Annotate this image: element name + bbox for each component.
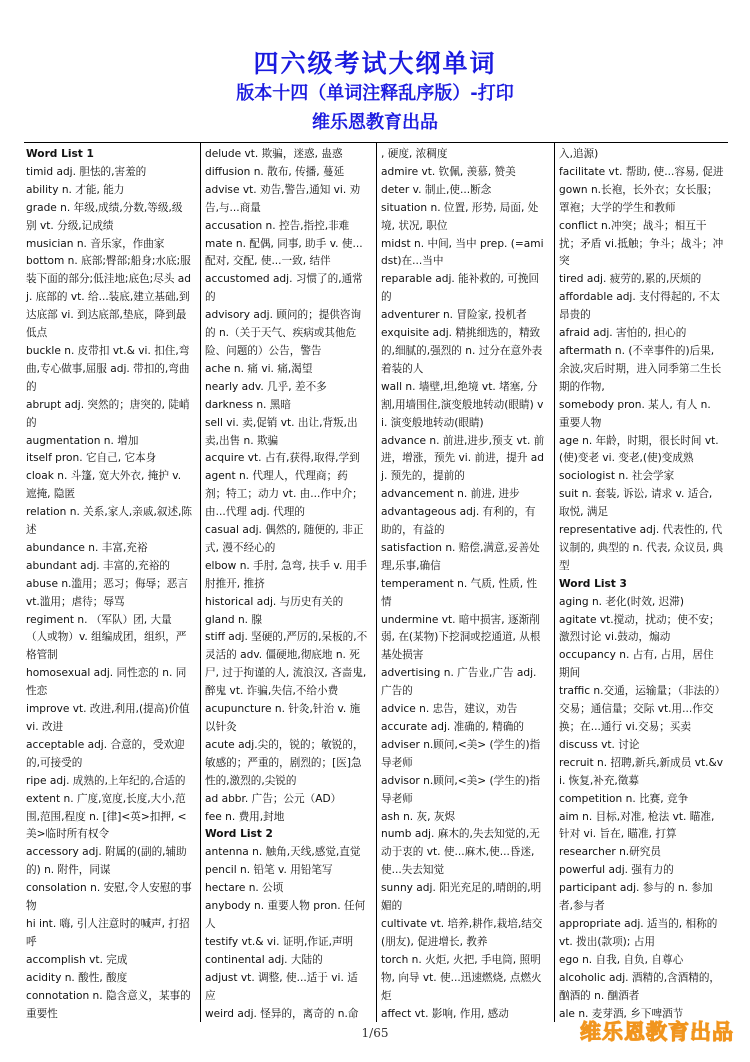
word-entry: acidity n. 酸性, 酸度 (26, 971, 128, 984)
word-entry: cultivate vt. 培养,耕作,栽培,结交(朋友), 促进增长, 教养 (381, 917, 543, 948)
word-entry: agitate vt.搅动，扰动；使不安；激烈讨论 vi.鼓动，煽动 (559, 613, 720, 644)
word-entry: age n. 年龄，时期，很长时间 vt.(使)变老 vi. 变老,(使)变成熟 (559, 434, 719, 465)
word-entry: acupuncture n. 针灸,针治 v. 施以针灸 (205, 703, 361, 733)
word-list-heading: Word List 1 (26, 148, 94, 160)
word-entry: advancement n. 前进, 进步 (381, 488, 520, 501)
word-entry: appropriate adj. 适当的, 相称的 vt. 拨出(款项); 占用 (559, 917, 718, 948)
word-entry: testify vt.& vi. 证明,作证,声明 (205, 935, 354, 948)
word-entry: cloak n. 斗篷, 宽大外衣, 掩护 v. 遮掩, 隐匿 (26, 470, 182, 501)
word-entry: sociologist n. 社会学家 (559, 470, 675, 483)
word-entry: agent n. 代理人，代理商；药剂；特工；动力 vt. 由...作中介；由...代理 adj. 代理的 (205, 470, 363, 519)
word-entry: relation n. 关系,家人,亲戚,叙述,陈述 (26, 506, 192, 537)
word-entry: bottom n. 底部;臀部;船身;水底;服装下面的部分;低洼地;底色;尽头 adj. 底部的 vt. 给...装底,建立基础,到达底部 vi. 到达底部,垫底，降到最低点 (26, 255, 192, 340)
word-entry: , 硬度, 浓稠度 (381, 148, 448, 160)
word-entry: wall n. 墙壁,坦,绝境 vt. 堵塞, 分割,用墙围住,演变般地转动(眼睛) vi. 演变般地转动(眼睛) (381, 380, 544, 429)
word-entry: sunny adj. 阳光充足的,晴朗的,明媚的 (381, 882, 542, 913)
word-entry: conflict n.冲突；战斗；相互干扰；矛盾 vi.抵触；争斗；战斗；冲突 (559, 219, 724, 268)
word-entry: abundance n. 丰富,充裕 (26, 541, 148, 554)
word-entry: stiff adj. 坚硬的,严厉的,呆板的,不灵活的 adv. 僵硬地,彻底地 n. 死尸, 过于拘谨的人, 流浪汉, 吝啬鬼, 醉鬼 vt. 诈骗,失信,不给小费 (205, 631, 368, 698)
word-entry: participant adj. 参与的 n. 参加者,参与者 (559, 882, 713, 913)
word-entry: advise vt. 劝告,警告,通知 vi. 劝告,与...商量 (205, 183, 361, 214)
word-list-heading: Word List 2 (205, 828, 273, 841)
word-entry: affordable adj. 支付得起的, 不太昂贵的 (559, 291, 720, 322)
word-entry: exquisite adj. 精挑细选的，精致的,细腻的,强烈的 n. 过分在意外表着装的人 (381, 327, 543, 375)
word-entry: ache n. 痛 vi. 痛,渴望 (205, 362, 313, 375)
word-entry: situation n. 位置, 形势, 局面, 处境, 状况, 职位 (381, 201, 539, 232)
word-entry: sell vi. 卖,促销 vt. 出让,背叛,出卖,出售 n. 欺骗 (205, 416, 358, 447)
word-entry: delude vt. 欺骗，迷惑, 蛊惑 (205, 148, 343, 160)
word-entry: suit n. 套装, 诉讼, 请求 v. 适合, 取悦, 满足 (559, 488, 713, 519)
watermark-logo: 维乐恩教育出品 (580, 1020, 734, 1044)
word-entry: fee n. 费用,封地 (205, 810, 285, 823)
word-entry: casual adj. 偶然的, 随便的, 非正式, 漫不经心的 (205, 524, 364, 554)
word-entry: numb adj. 麻木的,失去知觉的,无动于衷的 vt. 使...麻木,使...昏迷,使...失去知觉 (381, 828, 540, 877)
word-entry: alcoholic adj. 酒精的,含酒精的，酗酒的 n. 酗酒者 (559, 971, 721, 1002)
word-entry: acceptable adj. 合意的，受欢迎的,可接受的 (26, 738, 185, 769)
word-entry: ego n. 自我, 自负, 自尊心 (559, 953, 684, 966)
column-2 (200, 143, 372, 1022)
word-entry: timid adj. 胆怯的,害羞的 (26, 165, 147, 178)
word-entry: undermine vt. 暗中损害, 逐渐削弱, 在(某物)下挖洞或挖通道, 从根基处损害 (381, 613, 541, 662)
word-entry: powerful adj. 强有力的 (559, 864, 674, 877)
word-entry: extent n. 广度,宽度,长度,大小,范围,范围,程度 n. [律]<英>扣押, <美>临时所有权令 (26, 792, 187, 841)
word-entry: discuss vt. 讨论 (559, 738, 640, 751)
word-entry: ash n. 灰, 灰烬 (381, 810, 456, 823)
word-entry: abundant adj. 丰富的,充裕的 (26, 559, 170, 572)
word-entry: adviser n.顾问,<美> (学生的)指导老师 (381, 738, 541, 769)
column-3 (376, 143, 550, 1022)
word-entry: advice n. 忠告，建议，劝告 (381, 703, 518, 716)
word-entry: 入,追源) (559, 148, 599, 160)
word-entry: aim n. 目标,对准, 枪法 vt. 瞄准, 针对 vi. 旨在, 瞄准, 打算 (559, 810, 715, 841)
word-entry: adventurer n. 冒险家, 投机者 (381, 309, 527, 322)
word-entry: gland n. 腺 (205, 613, 263, 626)
word-entry: competition n. 比赛, 竞争 (559, 792, 689, 805)
word-entry: reparable adj. 能补救的, 可挽回的 (381, 273, 540, 304)
word-entry: consolation n. 安慰,令人安慰的事物 (26, 882, 192, 913)
word-entry: acute adj.尖的，锐的；敏锐的，敏感的；严重的，剧烈的；[医]急性的,激烈的,尖锐的 (205, 738, 364, 787)
word-entry: affect vt. 影响, 作用, 感动 (381, 1007, 509, 1020)
word-entry: facilitate vt. 帮助, 使...容易, 促进 (559, 165, 724, 178)
word-entry: musician n. 音乐家，作曲家 (26, 237, 165, 250)
word-entry: ripe adj. 成熟的,上年纪的,合适的 (26, 774, 186, 787)
word-entry: tired adj. 疲劳的,累的,厌烦的 (559, 273, 702, 286)
word-entry: accustomed adj. 习惯了的,通常的 (205, 273, 363, 304)
word-list-heading: Word List 3 (559, 577, 627, 590)
word-entry: pencil n. 铅笔 v. 用铅笔写 (205, 864, 333, 877)
word-entry: accusation n. 控告,指控,非难 (205, 219, 350, 232)
word-entry: diffusion n. 散布, 传播, 蔓延 (205, 165, 345, 178)
word-entry: connotation n. 隐含意义，某事的重要性 (26, 989, 191, 1020)
word-entry: temperament n. 气质, 性质, 性情 (381, 577, 538, 608)
word-entry: gown n.长袍，长外衣；女长服；罩袍；大学的学生和教师 (559, 183, 718, 214)
word-entry: aftermath n. (不幸事件的)后果,余波,灾后时期，进入同季第二生长期的作物, (559, 344, 722, 393)
word-entry: admire vt. 钦佩, 羡慕, 赞美 (381, 165, 516, 178)
word-entry: adjust vt. 调整, 使...适于 vi. 适应 (205, 971, 358, 1002)
word-entry: advisor n.顾问,<美> (学生的)指导老师 (381, 774, 541, 805)
word-entry: aging n. 老化(时效, 迟滞) (559, 595, 684, 608)
word-entry: regiment n. （军队）团, 大量（人或物）v. 组编成团，组织，严格管制 (26, 613, 187, 662)
word-entry: darkness n. 黑暗 (205, 398, 291, 411)
document-title: 四六级考试大纲单词 (253, 49, 497, 78)
word-entry: grade n. 年级,成绩,分数,等级,级别 vt. 分级,记成绩 (26, 201, 183, 232)
word-entry: ability n. 才能, 能力 (26, 183, 125, 196)
word-entry: recruit n. 招聘,新兵,新成员 vt.&vi. 恢复,补充,徵募 (559, 756, 724, 787)
word-entry: hectare n. 公顷 (205, 882, 284, 895)
word-entry: accurate adj. 准确的, 精确的 (381, 721, 524, 733)
word-entry: accessory adj. 附属的(副的,辅助的) n. 附件，同谋 (26, 846, 187, 877)
word-entry: acquire vt. 占有,获得,取得,学到 (205, 452, 360, 465)
document-publisher: 维乐恩教育出品 (312, 112, 438, 133)
word-entry: buckle n. 皮带扣 vt.& vi. 扣住,弯曲,专心做事,屈服 adj. 带扣的,弯曲的 (26, 344, 190, 393)
word-entry: deter v. 制止,使...断念 (381, 183, 492, 196)
word-entry: ale n. 麦芽酒, 乡下啤酒节 (559, 1007, 684, 1020)
word-entry: abuse n.滥用；恶习；侮辱；恶言 vt.滥用；虐待；辱骂 (26, 577, 188, 608)
word-list-columns (24, 142, 728, 1023)
word-entry: representative adj. 代表性的, 代议制的, 典型的 n. 代表, 众议员, 典型 (559, 524, 724, 572)
word-entry: traffic n.交通，运输量；（非法的）交易；通信量；交际 vt.用...作交换；在...通行 vi.交易；买卖 (559, 685, 721, 733)
word-entry: nearly adv. 几乎, 差不多 (205, 380, 327, 393)
word-entry: torch n. 火炬, 火把, 手电筒, 照明物, 向导 vt. 使...迅速燃烧, 点燃火炬 (381, 953, 542, 1002)
word-entry: researcher n.研究员 (559, 846, 661, 859)
word-entry: advance n. 前进,进步,预支 vt. 前进，增涨，预先 vi. 前进，提升 adj. 预先的，提前的 (381, 434, 545, 483)
word-entry: satisfaction n. 赔偿,满意,妥善处理,乐事,确信 (381, 541, 540, 572)
word-entry: occupancy n. 占有, 占用，居住期间 (559, 649, 714, 680)
word-entry: historical adj. 与历史有关的 (205, 595, 344, 608)
word-entry: antenna n. 触角,天线,感觉,直觉 (205, 846, 361, 859)
word-entry: advisory adj. 顾问的；提供咨询的 n.（关于天气、疾病或其他危险、问题的）公告，警告 (205, 309, 362, 357)
word-entry: anybody n. 重要人物 pron. 任何人 (205, 900, 366, 930)
word-entry: homosexual adj. 同性恋的 n. 同性恋 (26, 667, 187, 698)
document-subtitle: 版本十四（单词注释乱序版）-打印 (236, 83, 514, 104)
page-number: 1/65 (361, 1026, 389, 1040)
word-entry: afraid adj. 害怕的, 担心的 (559, 327, 687, 340)
word-entry: mate n. 配偶, 同事, 助手 v. 使...配对, 交配, 使...一致, 结伴 (205, 237, 363, 268)
word-entry: augmentation n. 增加 (26, 434, 139, 447)
word-entry: weird adj. 怪异的，离奇的 n.命 (205, 1007, 359, 1020)
column-4 (554, 143, 728, 1022)
word-entry: abrupt adj. 突然的；唐突的, 陡峭的 (26, 398, 190, 429)
word-entry: ad abbr. 广告；公元（AD） (205, 792, 342, 805)
word-entry: accomplish vt. 完成 (26, 953, 128, 966)
word-entry: elbow n. 手肘, 急弯, 扶手 v. 用手肘推开, 推挤 (205, 559, 367, 590)
word-entry: advertising n. 广告业,广告 adj. 广告的 (381, 667, 537, 698)
word-entry: itself pron. 它自己, 它本身 (26, 452, 157, 465)
word-entry: continental adj. 大陆的 (205, 953, 323, 966)
word-entry: somebody pron. 某人, 有人 n. 重要人物 (559, 398, 711, 429)
column-1 (24, 143, 196, 1022)
word-entry: improve vt. 改进,利用,(提高)价值 vi. 改进 (26, 703, 190, 733)
word-entry: hi int. 嗨, 引人注意时的喊声, 打招呼 (26, 917, 190, 948)
word-entry: advantageous adj. 有利的，有助的，有益的 (381, 506, 536, 537)
word-entry: midst n. 中间, 当中 prep. (=amidst)在...当中 (381, 237, 544, 268)
